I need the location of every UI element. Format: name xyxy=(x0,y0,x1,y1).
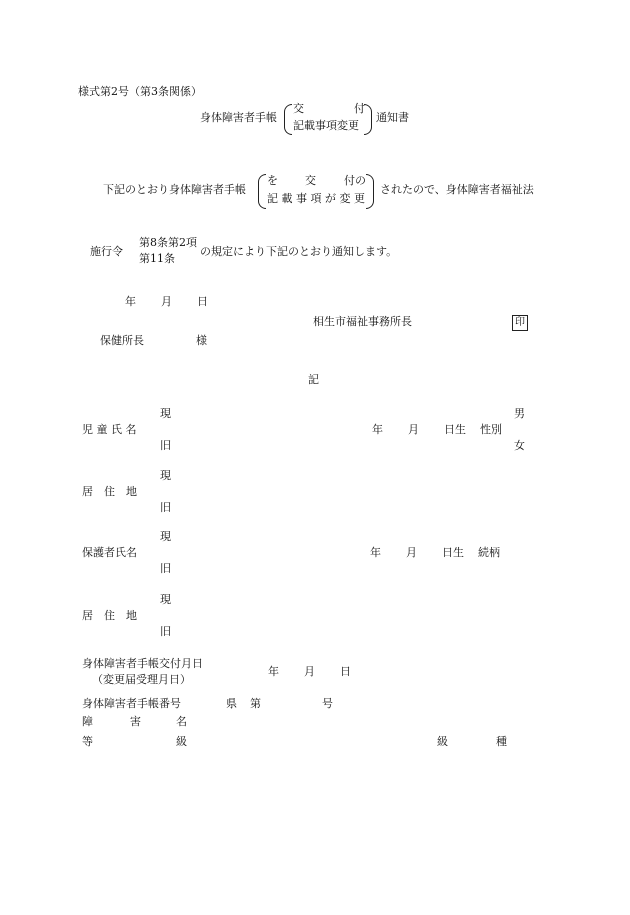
child-name-old-label: 旧 xyxy=(160,439,171,452)
disability-name-char-2: 害 xyxy=(130,715,141,728)
guardian-name-label: 保護者氏名 xyxy=(82,546,137,559)
guardian-address-label: 居 住 地 xyxy=(82,609,137,622)
title-bracket-right xyxy=(364,104,372,135)
date-month: 月 xyxy=(161,295,172,308)
gender-female-option: 女 xyxy=(514,439,525,452)
prefecture-label: 県 xyxy=(226,697,237,710)
gender-male-option: 男 xyxy=(514,407,525,420)
guardian-name-old-label: 旧 xyxy=(160,562,171,575)
grade-unit: 級 xyxy=(437,735,448,748)
child-address-new-label: 現 xyxy=(160,469,171,482)
date-year: 年 xyxy=(125,295,136,308)
date-day: 日 xyxy=(197,295,208,308)
body-bracket-left xyxy=(258,174,266,209)
child-name-new-label: 現 xyxy=(160,407,171,420)
body-option-ko: 交 xyxy=(305,174,316,187)
disability-name-char-3: 名 xyxy=(176,715,187,728)
issue-date-day: 日 xyxy=(340,665,351,678)
guardian-birth-month: 月 xyxy=(406,546,417,559)
seal-mark: 印 xyxy=(512,315,528,331)
body-option-fu: 付の xyxy=(344,174,366,187)
body-bracket-right xyxy=(366,174,374,209)
grade-label-char-1: 等 xyxy=(82,735,93,748)
issue-date-label: 身体障害者手帳交付月日 xyxy=(82,657,203,670)
number-go-label: 号 xyxy=(322,697,333,710)
body-line2-tail: の規定により下記のとおり通知します。 xyxy=(200,245,398,258)
title-option-issue-b: 付 xyxy=(354,102,365,115)
child-birth-month: 月 xyxy=(408,423,419,436)
form-number: 様式第2号（第3条関係） xyxy=(78,85,202,98)
issue-date-sublabel: （変更届受理月日） xyxy=(92,673,191,686)
body-lead: 下記のとおり身体障害者手帳 xyxy=(103,183,246,196)
issue-date-year: 年 xyxy=(268,665,279,678)
addressee-title: 保健所長 xyxy=(100,334,144,347)
issue-date-month: 月 xyxy=(304,665,315,678)
guardian-address-old-label: 旧 xyxy=(160,625,171,638)
number-dai-label: 第 xyxy=(250,697,261,710)
ki-heading: 記 xyxy=(308,373,319,386)
addressee-honorific: 様 xyxy=(196,334,207,347)
body-tail: されたので、身体障害者福祉法 xyxy=(380,183,534,196)
child-address-old-label: 旧 xyxy=(160,501,171,514)
title-option-change: 記載事項変更 xyxy=(293,119,359,132)
body-line2-lead: 施行令 xyxy=(90,245,123,258)
handbook-number-label: 身体障害者手帳番号 xyxy=(82,697,181,710)
guardian-address-new-label: 現 xyxy=(160,593,171,606)
title-prefix: 身体障害者手帳 xyxy=(200,111,277,124)
article-option-2: 第11条 xyxy=(139,252,175,265)
guardian-name-new-label: 現 xyxy=(160,530,171,543)
title-bracket-left xyxy=(284,104,292,135)
child-name-label: 児 童 氏 名 xyxy=(82,423,137,436)
kind-unit: 種 xyxy=(496,735,507,748)
sender-office: 相生市福祉事務所長 xyxy=(313,315,412,328)
relation-label: 続柄 xyxy=(478,546,500,559)
gender-label: 性別 xyxy=(480,423,502,436)
title-suffix: 通知書 xyxy=(376,111,409,124)
title-option-issue-a: 交 xyxy=(293,102,304,115)
grade-label-char-2: 級 xyxy=(176,735,187,748)
guardian-birth-day: 日生 xyxy=(442,546,464,559)
article-option-1: 第8条第2項 xyxy=(139,236,197,249)
child-birth-day: 日生 xyxy=(444,423,466,436)
body-option-change: 記 載 事 項 が 変 更 xyxy=(267,192,365,205)
child-address-label: 居 住 地 xyxy=(82,485,137,498)
disability-name-char-1: 障 xyxy=(82,715,93,728)
body-option-wo: を xyxy=(267,174,278,187)
guardian-birth-year: 年 xyxy=(370,546,381,559)
child-birth-year: 年 xyxy=(372,423,383,436)
